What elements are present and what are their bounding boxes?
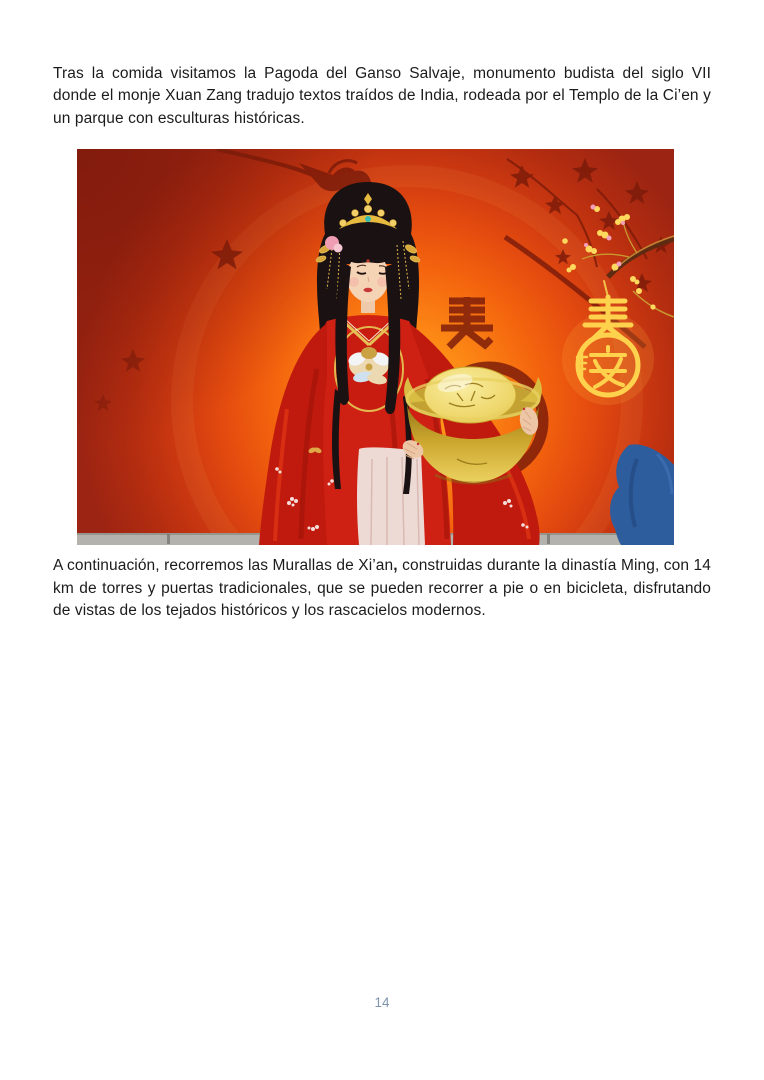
paragraph-murallas [53, 555, 711, 622]
pendant-ring [578, 335, 638, 395]
page-number: 14 [374, 995, 390, 1010]
blue-figure [610, 445, 674, 546]
underskirt [357, 448, 425, 546]
paragraph-pagoda: Tras la comida visitamos la Pagoda del Ganso Salvaje, monumento budista del siglo VII donde el monje Xuan Zang tradujo textos traídos de India, rodeada por el Templo de la Ci’en y un parque con esculturas históricas. [53, 65, 711, 127]
murallas-bold-comma: , [393, 557, 398, 575]
hanfu-photo-svg [77, 149, 674, 545]
photo-hanfu-woman [53, 149, 711, 545]
murallas-text-post: construidas durante la dinastía Ming, con 14 km de torres y puertas tradicionales, que se pueden recorrer a pie o en bicicleta, disfrutando de vistas de los tejados históricos y los rascacielos modernos. [53, 557, 711, 620]
murallas-text-pre: A continuación, recorremos las Murallas de Xi’an [53, 557, 394, 575]
